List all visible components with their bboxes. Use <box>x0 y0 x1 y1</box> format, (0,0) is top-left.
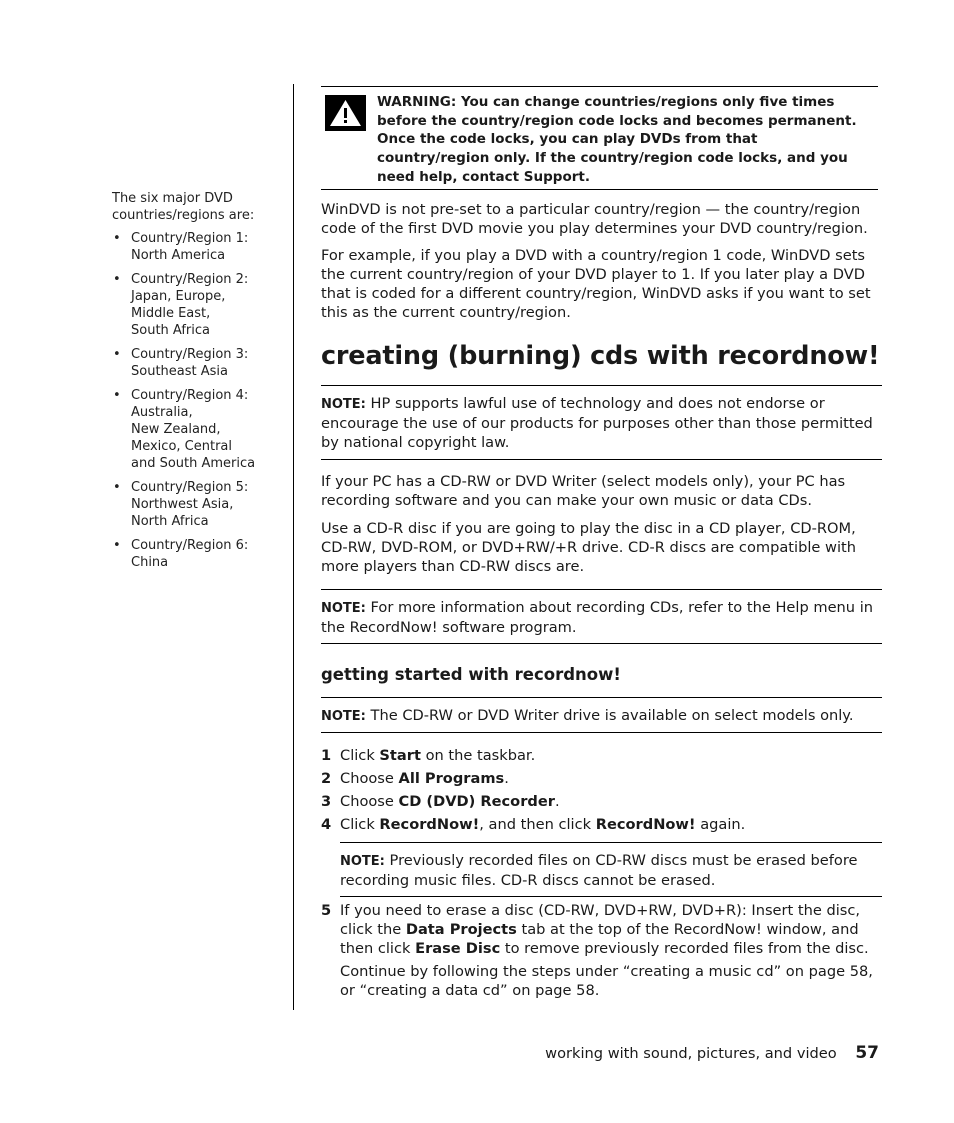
step-text: Click Start on the taskbar. <box>340 747 536 764</box>
warning-text <box>377 93 873 187</box>
note-text: HP supports lawful use of technology and does not endorse or encourage the use of our products for purposes other than those permitted by national copyright law. <box>321 395 873 451</box>
note-label: NOTE: <box>321 709 366 724</box>
cdrw-intro-paragraph: If your PC has a CD-RW or DVD Writer (select models only), your PC has recording software and you can make your own music or data CDs. <box>321 473 846 509</box>
region-line: Mexico, Central <box>131 439 232 454</box>
region-line: Middle East, <box>131 306 211 321</box>
region-line: Country/Region 2: <box>131 272 249 287</box>
note-text: Previously recorded files on CD-RW discs must be erased before recording music files. CD-R discs cannot be erased. <box>340 852 858 889</box>
cdr-use-paragraph: Use a CD-R disc if you are going to play the disc in a CD player, CD-ROM, CD-RW, DVD-ROM, or DVD+RW/+R drive. CD-R discs are compatible with more players than CD-RW discs are. <box>321 520 856 575</box>
region-line: Japan, Europe, <box>131 289 226 304</box>
region-list-item <box>112 346 262 380</box>
step-number: 3 <box>321 793 332 810</box>
region-line: New Zealand, <box>131 422 221 437</box>
step-text: Choose All Programs. <box>340 770 509 787</box>
region-line: Australia, <box>131 405 193 420</box>
note-text: The CD-RW or DVD Writer drive is available on select models only. <box>370 707 854 724</box>
continue-text: Continue by following the steps under “creating a music cd” on page 58, or “creating a data cd” on page 58. <box>340 963 873 999</box>
warning-triangle-icon <box>325 95 366 131</box>
bullet-icon: • <box>113 538 121 553</box>
step-number: 5 <box>321 902 332 919</box>
sidebar-intro-line: The six major DVD <box>112 191 233 206</box>
warning-label: WARNING: <box>377 94 457 110</box>
note-label: NOTE: <box>321 601 366 616</box>
bullet-icon: • <box>113 347 121 362</box>
windvd-preset-paragraph: WinDVD is not pre-set to a particular country/region — the country/region code of the first DVD movie you play determines your DVD country/region. <box>321 201 868 237</box>
region-list-item <box>112 537 262 571</box>
step-number: 2 <box>321 770 332 787</box>
region-line: Country/Region 1: <box>131 231 249 246</box>
step-number: 1 <box>321 747 332 764</box>
section-heading: creating (burning) cds with recordnow! <box>321 341 880 371</box>
note-label: NOTE: <box>321 397 366 412</box>
step-text: Click RecordNow!, and then click RecordNow! again. <box>340 816 746 833</box>
region-line: Country/Region 4: <box>131 388 249 403</box>
note-erase <box>340 842 882 897</box>
bullet-icon: • <box>113 272 121 287</box>
column-divider <box>293 84 294 1010</box>
region-line: South Africa <box>131 323 210 338</box>
step-text: If you need to erase a disc (CD-RW, DVD+RW, DVD+R): Insert the disc, click the Data Projects tab at the top of the RecordNow! window, and then click Erase Disc to remove previously recorded files from the disc. <box>340 902 869 957</box>
note-lawful <box>321 385 882 460</box>
note-text: For more information about recording CDs, refer to the Help menu in the RecordNow! software program. <box>321 599 873 636</box>
bullet-icon: • <box>113 480 121 495</box>
sidebar-intro-line: countries/regions are: <box>112 208 255 223</box>
warning-box <box>321 86 878 190</box>
region-line: Country/Region 5: <box>131 480 249 495</box>
subsection-heading: getting started with recordnow! <box>321 665 621 684</box>
page-number: 57 <box>855 1043 879 1063</box>
bullet-icon: • <box>113 388 121 403</box>
note-drive <box>321 697 882 733</box>
region-line: Country/Region 6: <box>131 538 249 553</box>
region-list-item <box>112 230 262 264</box>
region-line: Northwest Asia, <box>131 497 234 512</box>
region-list-item <box>112 271 262 339</box>
step-number: 4 <box>321 816 332 833</box>
note-more-info <box>321 589 882 644</box>
footer-section-title: working with sound, pictures, and video <box>545 1045 837 1062</box>
sidebar-note <box>112 190 262 578</box>
sidebar-intro <box>112 190 262 224</box>
region-line: North America <box>131 248 226 263</box>
region-list <box>112 230 262 571</box>
step-text: Choose CD (DVD) Recorder. <box>340 793 560 810</box>
region-line: China <box>131 555 169 570</box>
note-label: NOTE: <box>340 854 385 869</box>
page-footer <box>545 1044 879 1063</box>
region-list-item <box>112 479 262 530</box>
region-line: Southeast Asia <box>131 364 228 379</box>
region-line: North Africa <box>131 514 209 529</box>
example-paragraph: For example, if you play a DVD with a country/region 1 code, WinDVD sets the current country/region of your DVD player to 1. If you later play a DVD that is coded for a different country/region, WinDVD asks if you want to set this as the current country/region. <box>321 247 871 321</box>
region-list-item <box>112 387 262 472</box>
bullet-icon: • <box>113 231 121 246</box>
region-line: Country/Region 3: <box>131 347 249 362</box>
warning-body: You can change countries/regions only five times before the country/region code locks and becomes permanent. Once the code locks, you can play DVDs from that country/region only. If the country/region code locks, and you need help, contact Support. <box>377 94 857 185</box>
region-line: and South America <box>131 456 256 471</box>
